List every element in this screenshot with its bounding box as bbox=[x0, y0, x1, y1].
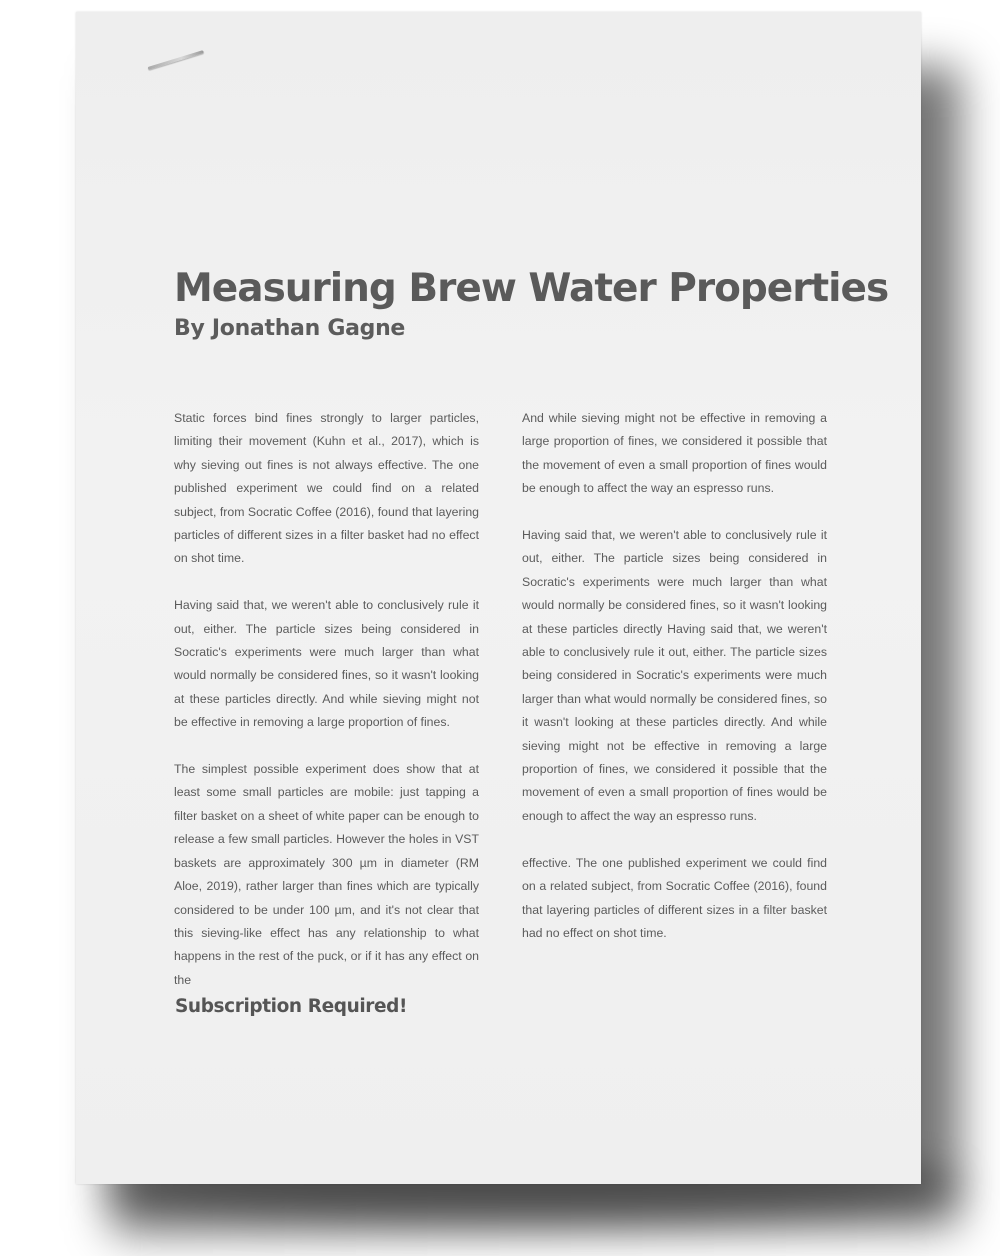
left-paragraph-1: Static forces bind fines strongly to larger particles, limiting their movement (Kuhn et al., 2017), which is why sieving out fines is not always effective. The one published experiment we could find on a related subject, from Socratic Coffee (2016), found that layering particles of different sizes in a filter basket had no effect on shot time. bbox=[174, 411, 479, 566]
left-column bbox=[174, 407, 479, 992]
article-title: Measuring Brew Water Properties bbox=[174, 266, 889, 311]
right-paragraph-1: And while sieving might not be effective in removing a large proportion of fines, we considered it possible that the movement of even a small proportion of fines would be enough to affect the way an espresso runs. bbox=[522, 411, 827, 496]
article-byline: By Jonathan Gagne bbox=[174, 316, 406, 341]
subscription-required-notice[interactable]: Subscription Required! bbox=[175, 996, 408, 1017]
left-paragraph-2: Having said that, we weren't able to conclusively rule it out, either. The particle sizes being considered in Socratic's experiments were much larger than what would normally be considered fines, so it wasn't looking at these particles directly. And while sieving might not be effective in removing a large proportion of fines. bbox=[174, 598, 479, 730]
left-paragraph-3: The simplest possible experiment does show that at least some small particles are mobile: just tapping a filter basket on a sheet of white paper can be enough to release a few small particles. However the holes in VST baskets are approximately 300 µm in diameter (RM Aloe, 2019), rather larger than fines which are typically considered to be under 100 µm, and it's not clear that this sieving-like effect has any relationship to what happens in the rest of the puck, or if it has any effect on the bbox=[174, 762, 479, 987]
right-paragraph-3: effective. The one published experiment we could find on a related subject, from Socratic Coffee (2016), found that layering particles of different sizes in a filter basket had no effect on shot time. bbox=[522, 855, 827, 940]
right-column bbox=[522, 407, 827, 945]
right-paragraph-2: Having said that, we weren't able to conclusively rule it out, either. The particle sizes being considered in Socratic's experiments were much larger than what would normally be considered fines, so it wasn't looking at these particles directly Having said that, we weren't able to conclusively rule it out, either. The particle sizes being considered in Socratic's experiments were much larger than what would normally be considered fines, so it wasn't looking at these particles directly. And while sieving might not be effective in removing a large proportion of fines, we considered it possible that the movement of even a small proportion of fines would be enough to affect the way an espresso runs. bbox=[522, 528, 827, 823]
